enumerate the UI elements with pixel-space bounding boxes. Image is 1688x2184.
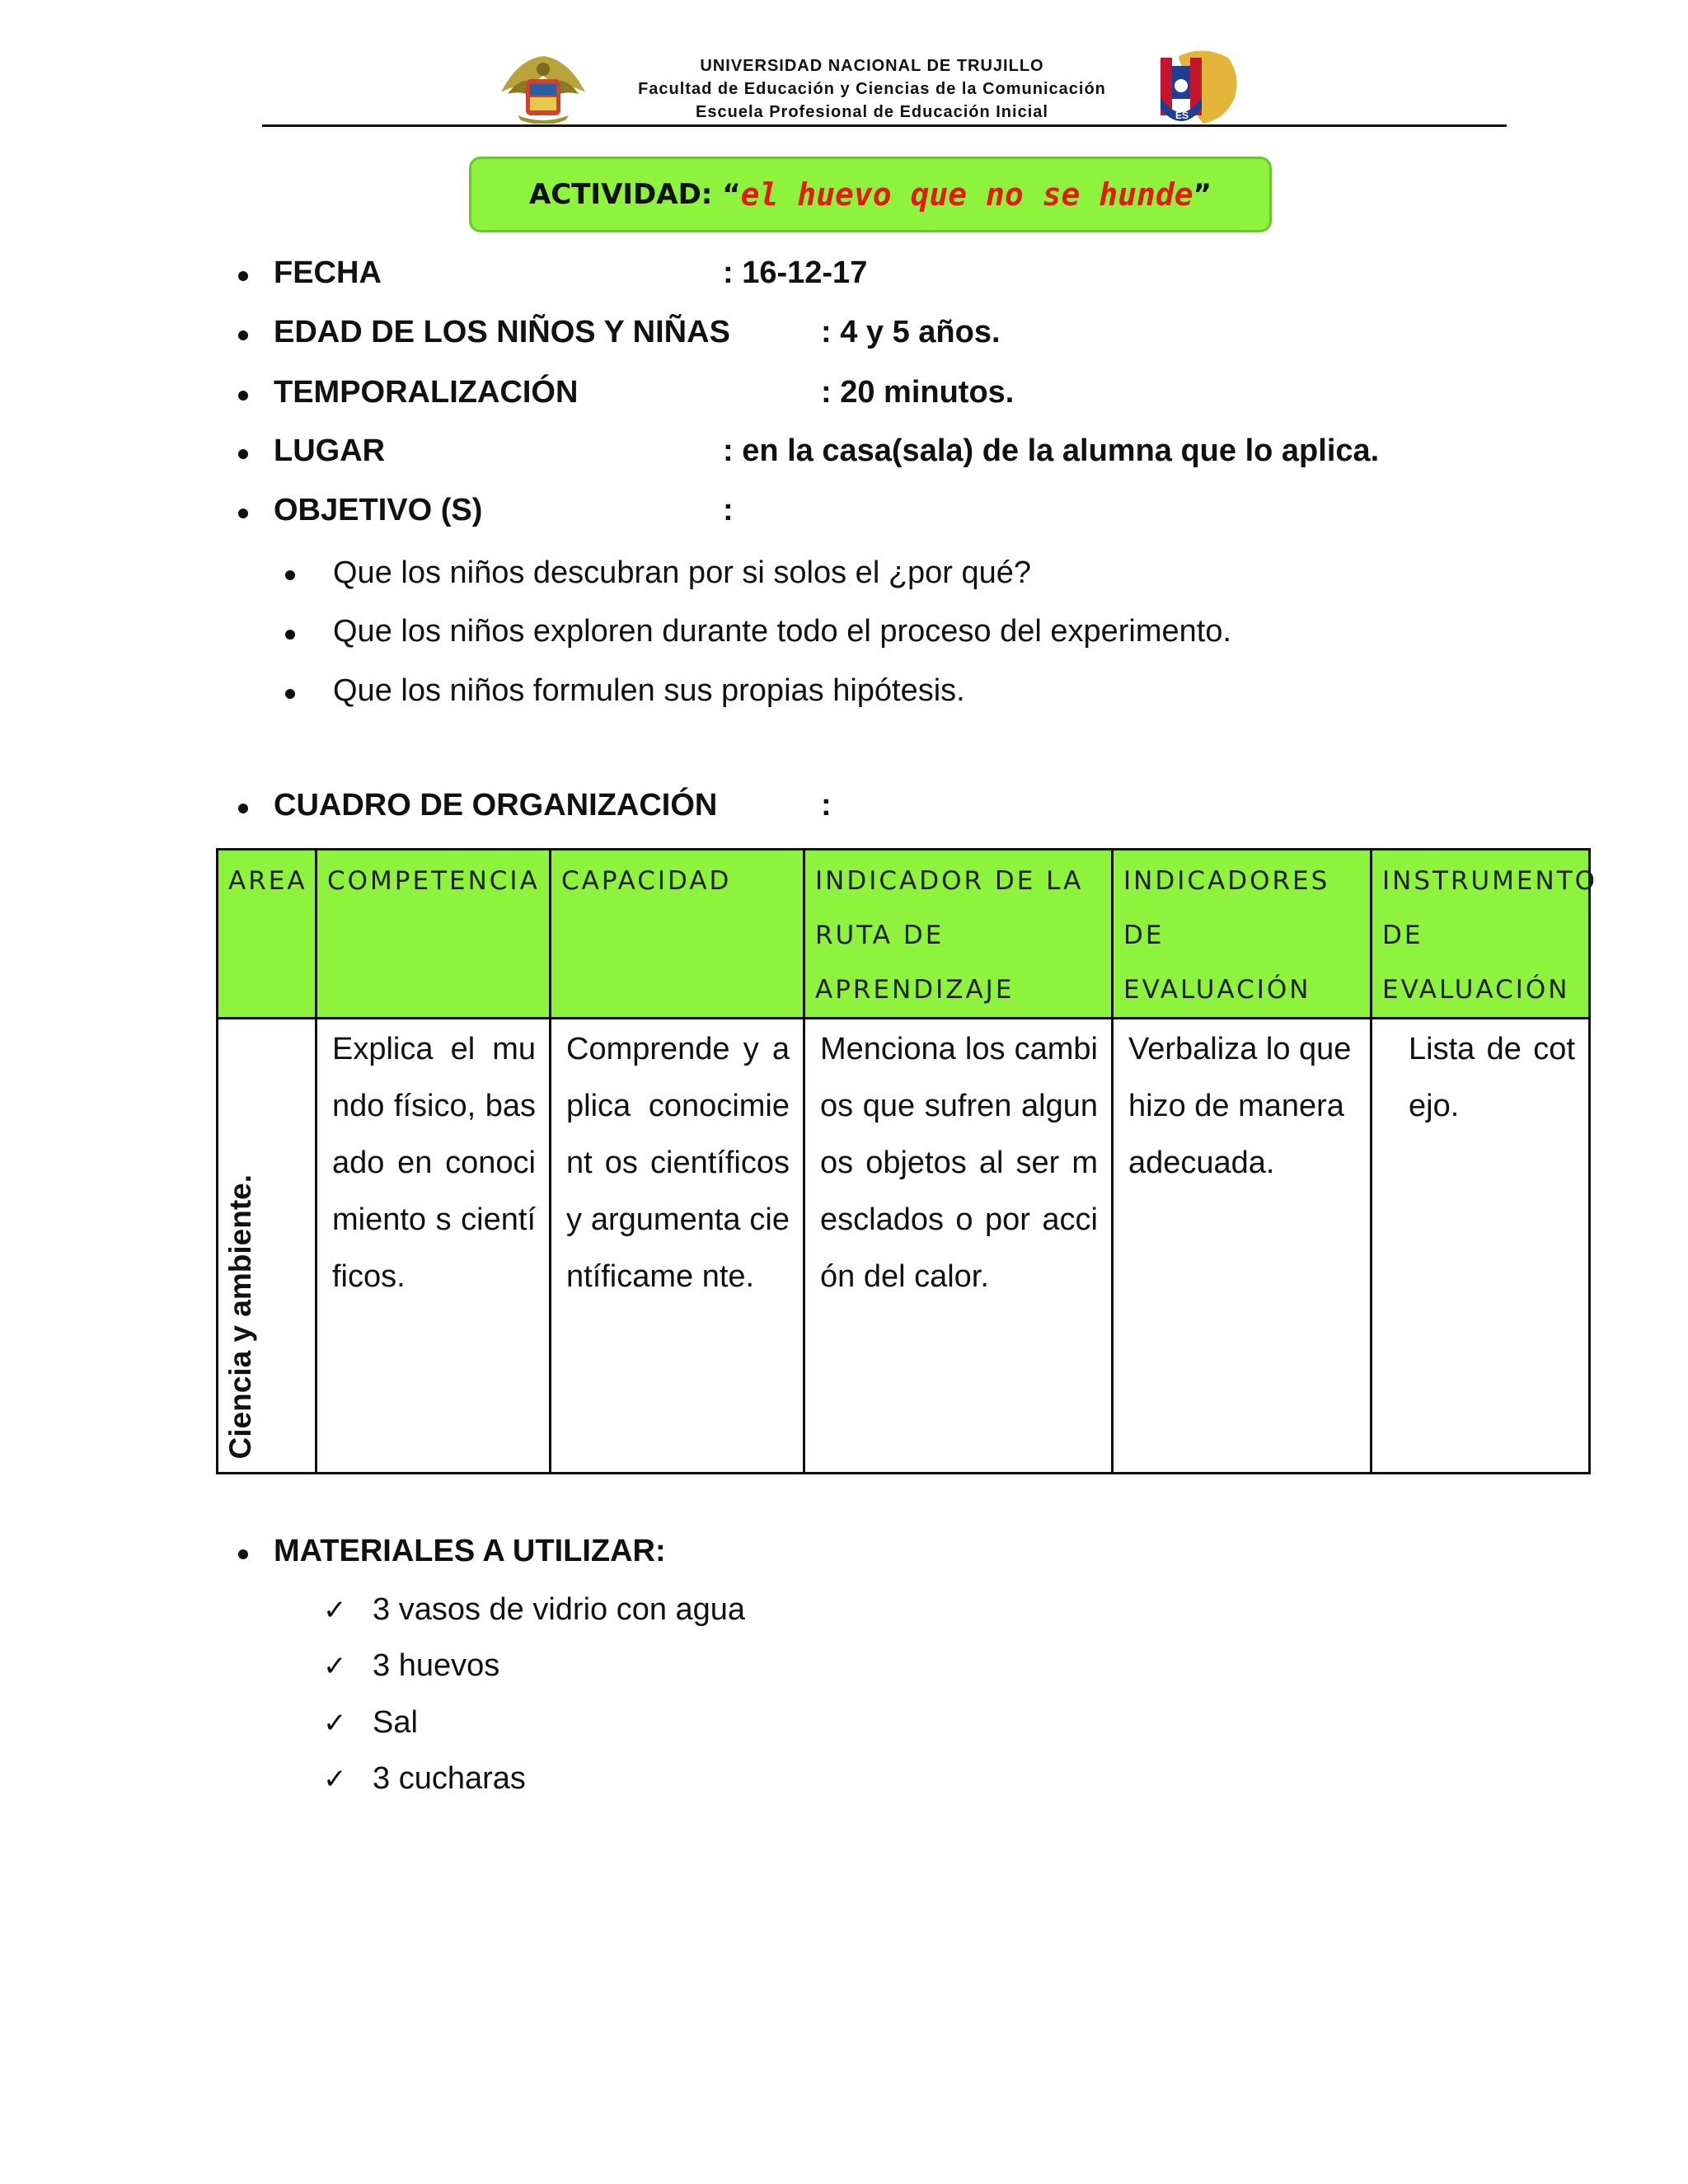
material-item: 3 huevos: [373, 1648, 500, 1683]
cuadro-label: CUADRO DE ORGANIZACIÓN: [274, 788, 718, 823]
faculty-logo: [1146, 48, 1243, 127]
bullet-icon: [285, 630, 295, 640]
cell-competencia: Explica el mundo físico, basado en conocimiento s científicos.: [316, 1019, 551, 1474]
faculty-name: Facultad de Educación y Ciencias de la Comunicación: [638, 80, 1106, 98]
header-capacidad: CAPACIDAD: [551, 850, 804, 1019]
material-item: 3 vasos de vidrio con agua: [373, 1592, 746, 1627]
bullet-icon: [238, 449, 248, 459]
bullet-icon: [238, 330, 248, 340]
cell-instrumento: Lista de cotejo.: [1372, 1019, 1590, 1474]
temporalizacion-value: : 20 minutos.: [821, 375, 1015, 410]
objective-item: Que los niños exploren durante todo el proceso del experimento.: [333, 614, 1232, 649]
objetivo-value: :: [723, 493, 734, 527]
edad-label: EDAD DE LOS NIÑOS Y NIÑAS: [274, 315, 730, 349]
university-name: UNIVERSIDAD NACIONAL DE TRUJILLO: [700, 57, 1044, 75]
material-item: Sal: [373, 1705, 418, 1740]
institution-text: [608, 54, 1136, 124]
checkmark-icon: ✓: [323, 1651, 347, 1682]
bullet-icon: [285, 689, 295, 699]
table-row: [218, 1019, 1590, 1474]
bullet-icon: [238, 1549, 248, 1559]
cell-indicador-ruta: Menciona los cambios que sufren algunos objetos al ser mesclados o por acción del calor.: [804, 1019, 1113, 1474]
lugar-value: : en la casa(sala) de la alumna que lo aplica.: [723, 434, 1380, 468]
cell-area: [218, 1019, 316, 1474]
temporalizacion-label: TEMPORALIZACIÓN: [274, 375, 579, 410]
activity-title-prefix: ACTIVIDAD: “: [528, 178, 741, 211]
material-item: 3 cucharas: [373, 1761, 526, 1796]
header-area: AREA: [218, 850, 316, 1019]
organization-table: [216, 848, 1598, 1474]
checkmark-icon: ✓: [323, 1764, 347, 1795]
header-competencia: COMPETENCIA: [316, 850, 551, 1019]
objective-item: Que los niños descubran por si solos el ¿por qué?: [333, 555, 1032, 590]
activity-title-suffix: ”: [1193, 178, 1212, 211]
objetivo-label: OBJETIVO (S): [274, 493, 483, 527]
bullet-icon: [238, 271, 248, 281]
activity-title-name: el huevo que no se hunde: [740, 176, 1193, 213]
fecha-value: : 16-12-17: [723, 255, 868, 290]
fecha-label: FECHA: [274, 255, 382, 290]
header-indicador-ruta: INDICADOR DE LA RUTA DE APRENDIZAJE: [804, 850, 1113, 1019]
bullet-icon: [285, 570, 295, 580]
header-divider: [262, 124, 1507, 127]
svg-text:ES: ES: [1175, 110, 1189, 121]
cell-indicadores-evaluacion: Verbaliza lo que hizo de manera adecuada.: [1113, 1019, 1372, 1474]
checkmark-icon: ✓: [323, 1595, 347, 1626]
lugar-label: LUGAR: [274, 434, 386, 468]
table-header-row: [218, 850, 1590, 1019]
university-crest-logo: [493, 51, 593, 124]
cell-capacidad: Comprende y aplica conocimient os científicos y argumenta científicame nte.: [551, 1019, 804, 1474]
letterhead: [262, 48, 1507, 127]
checkmark-icon: ✓: [323, 1708, 347, 1739]
cuadro-colon: :: [821, 788, 832, 823]
bullet-icon: [238, 509, 248, 518]
objective-item: Que los niños formulen sus propias hipótesis.: [333, 673, 965, 708]
header-indicadores-evaluacion: INDICADORES DE EVALUACIÓN: [1113, 850, 1372, 1019]
activity-title-box: [469, 157, 1272, 232]
area-text: Ciencia y ambiente.: [223, 1174, 257, 1459]
edad-value: : 4 y 5 años.: [821, 315, 1001, 349]
bullet-icon: [238, 391, 248, 401]
school-name: Escuela Profesional de Educación Inicial: [696, 103, 1048, 121]
header-instrumento: INSTRUMENTO DE EVALUACIÓN: [1372, 850, 1590, 1019]
materials-label: MATERIALES A UTILIZAR:: [274, 1534, 666, 1568]
bullet-icon: [238, 804, 248, 813]
